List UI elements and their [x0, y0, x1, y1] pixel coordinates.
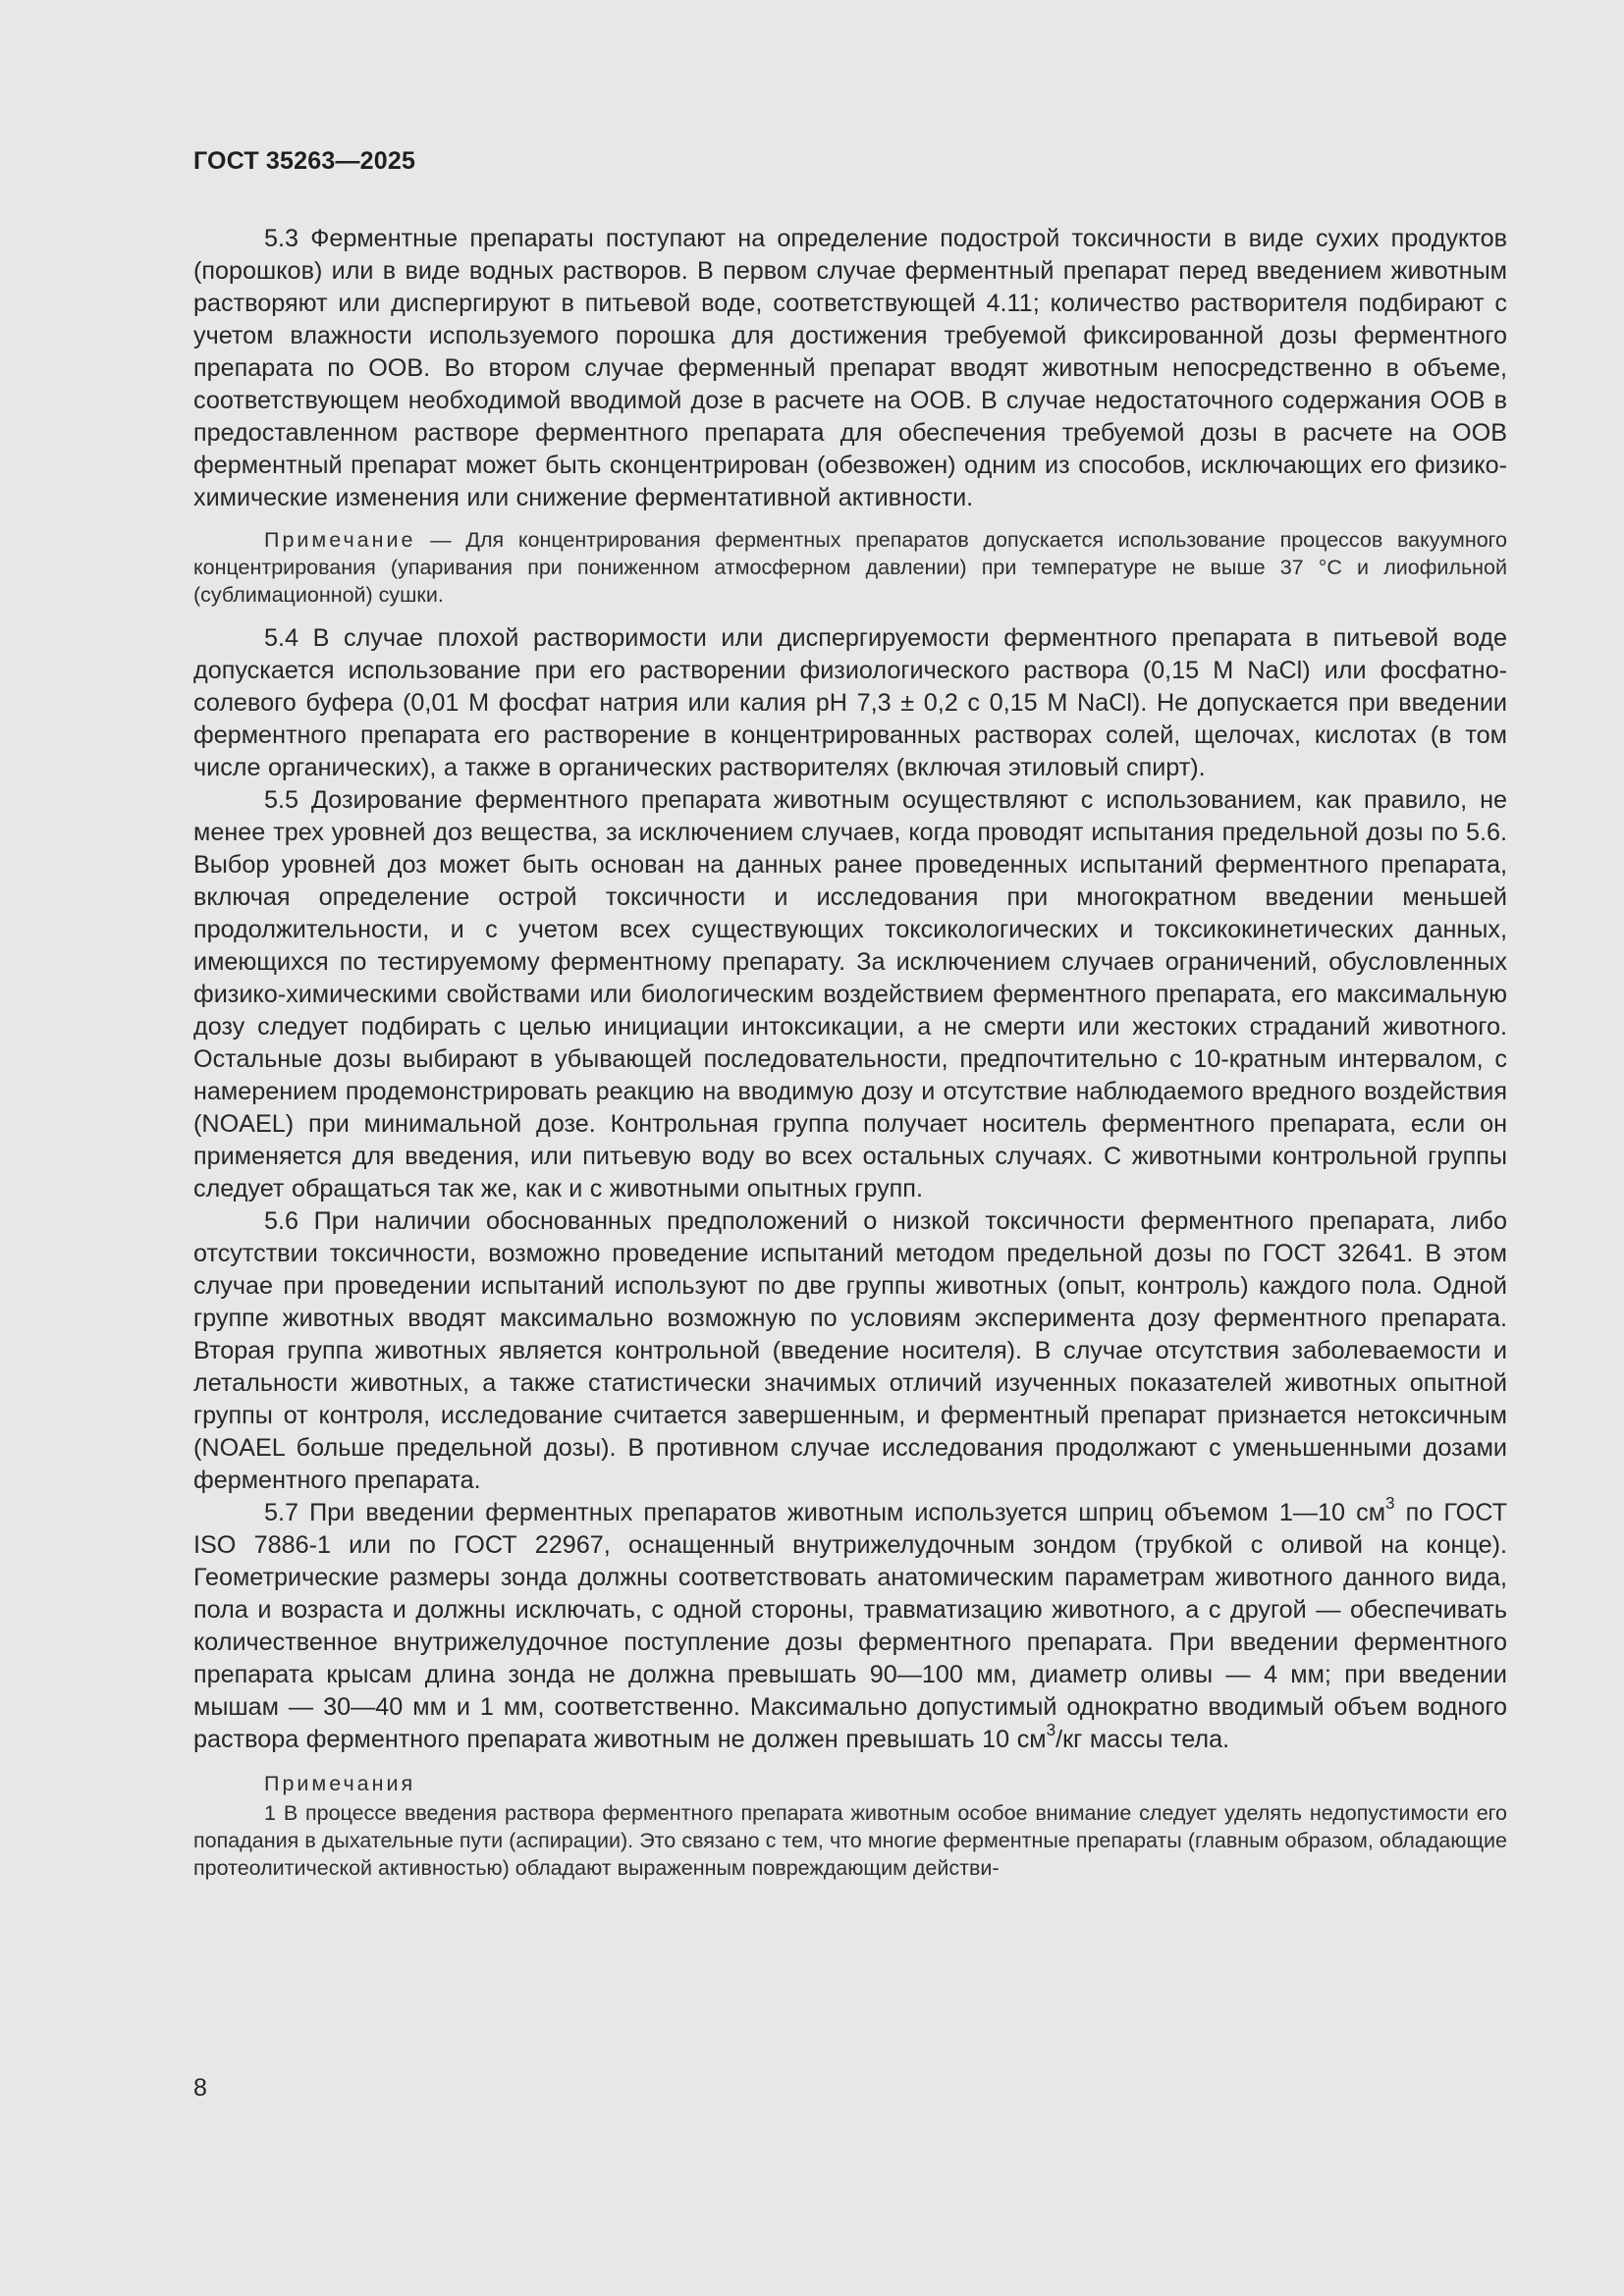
- paragraph-5-5: 5.5 Дозирование ферментного препарата животным осуществляют с использованием, как правило, не менее трех уровней доз вещества, за исключением случаев, когда проводят испытания предельной дозы по 5.6. Выбор уровней доз может быть основан на данных ранее проведенных испытаний ферментного препарата, включая определение острой токсичности и исследования при многократном введении меньшей продолжительности, и с учетом всех существующих токсикологических и токсикокинетических данных, имеющихся по тестируемому ферментному препарату. За исключением случаев ограничений, обусловленных физико-химическими свойствами или биологическим воздействием ферментного препарата, его максимальную дозу следует подбирать с целью инициации интоксикации, а не смерти или жестоких страданий животного. Остальные дозы выбирают в убывающей последовательности, предпочтительно с 10-кратным интервалом, с намерением продемонстрировать реакцию на вводимую дозу и отсутствие наблюдаемого вредного воздействия (NOAEL) при минимальной дозе. Контрольная группа получает носитель ферментного препарата, если он применяется для введения, или питьевую воду во всех остальных случаях. С животными контрольной группы следует обращаться так же, как и с животными опытных групп.: [193, 786, 1507, 1202]
- paragraph-5-6: 5.6 При наличии обоснованных предположений о низкой токсичности ферментного препарата, либо отсутствии токсичности, возможно проведение испытаний методом предельной дозы по ГОСТ 32641. В этом случае при проведении испытаний используют по две группы животных (опыт, контроль) каждого пола. Одной группе животных вводят максимально возможную по условиям эксперимента дозу ферментного препарата. Вторая группа животных является контрольной (введение носителя). В случае отсутствия заболеваемости и летальности животных, а также статистически значимых отличий изученных показателей животных опытной группы от контроля, исследование считается завершенным, и ферментный препарат признается нетоксичным (NOAEL больше предельной дозы). В противном случае исследования продолжают с уменьшенными дозами ферментного препарата.: [193, 1207, 1507, 1494]
- paragraph-5-7: [193, 1493, 1507, 1756]
- note-text: — Для концентрирования ферментных препаратов допускается использование процессов вакуумного концентрирования (упаривания при пониженном атмосферном давлении) при температуре не выше 37 °С и лиофильной (сублимационной) сушки.: [193, 528, 1507, 607]
- paragraph-5-7-part-b: по ГОСТ ISO 7886-1 или по ГОСТ 22967, оснащенный внутрижелудочным зондом (трубкой с оливой на конце). Геометрические размеры зонда должны соответствовать анатомическим параметрам животного данного вида, пола и возраста и должны исключать, с одной стороны, травматизацию животного, а с другой — обеспечивать количественное внутрижелудочное поступление дозы ферментного препарата. При введении ферментного препарата крысам длина зонда не должна превышать 90—100 мм, диаметр оливы — 4 мм; при введении мышам — 30—40 мм и 1 мм, соответственно. Максимально допустимый однократно вводимый объем водного раствора ферментного препарата животным не должен превышать 10 см: [193, 1499, 1507, 1753]
- paragraph-5-4: 5.4 В случае плохой растворимости или диспергируемости ферментного препарата в питьевой воде допускается использование при его растворении физиологического раствора (0,15 М NaCl) или фосфатно-солевого буфера (0,01 М фосфат натрия или калия рН 7,3 ± 0,2 с 0,15 М NaCl). Не допускается при введении ферментного препарата его растворение в концентрированных растворах солей, щелочах, кислотах (в том числе органических), а также в органических растворителях (включая этиловый спирт).: [193, 624, 1507, 781]
- paragraph-5-3: 5.3 Ферментные препараты поступают на определение подострой токсичности в виде сухих продуктов (порошков) или в виде водных растворов. В первом случае ферментный препарат перед введением животным растворяют или диспергируют в питьевой воде, соответствующей 4.11; количество растворителя подбирают с учетом влажности используемого порошка для достижения требуемой фиксированной дозы ферментного препарата по ООВ. Во втором случае ферменный препарат вводят животным непосредственно в объеме, соответствующем необходимой вводимой дозе в расчете на ООВ. В случае недостаточного содержания ООВ в предоставленном растворе ферментного препарата для обеспечения требуемой дозы в расчете на ООВ ферментный препарат может быть сконцентрирован (обезвожен) одним из способов, исключающих его физико-химические изменения или снижение ферментативной активности.: [193, 225, 1507, 511]
- note-1-aspiration: 1 В процессе введения раствора ферментного препарата животным особое внимание следует уделять недопустимости его попадания в дыхательные пути (аспирации). Это связано с тем, что многие ферментные препараты (главным образом, обладающие протеолитической активностью) обладают выраженным повреждающим действи-: [193, 1801, 1507, 1880]
- paragraph-5-7-part-c: /кг массы тела.: [1056, 1726, 1230, 1753]
- document-body: [193, 223, 1507, 1882]
- notes-heading: [193, 1770, 1507, 1797]
- notes-heading-label: Примечания: [264, 1772, 416, 1795]
- document-header: ГОСТ 35263—2025: [193, 147, 416, 175]
- note-label: Примечание: [264, 528, 416, 552]
- note-concentration: [193, 526, 1507, 609]
- paragraph-5-7-part-a: 5.7 При введении ферментных препаратов животным используется шприц объемом 1—10 см: [264, 1499, 1386, 1526]
- page-number: 8: [193, 2074, 207, 2102]
- superscript-cubic: 3: [1385, 1493, 1395, 1514]
- superscript-cubic-2: 3: [1046, 1720, 1056, 1740]
